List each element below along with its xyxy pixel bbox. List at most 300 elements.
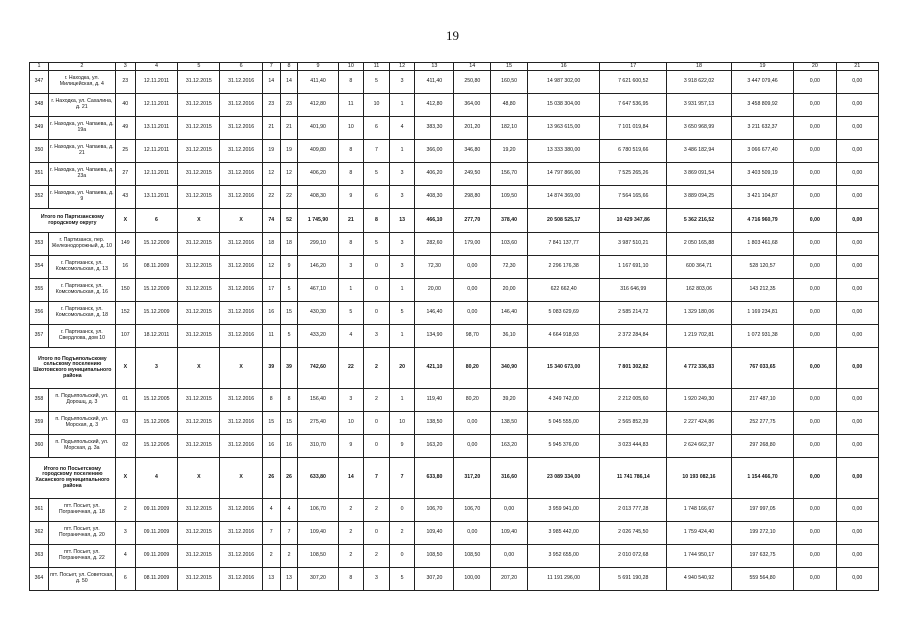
table-cell: 199 272,10 [731,522,793,545]
column-number: 16 [527,63,599,71]
table-cell: 146,40 [491,302,528,325]
table-cell: 119,40 [415,389,454,412]
table-cell: 31.12.2016 [220,389,262,412]
table-cell: 11 741 786,14 [600,458,667,499]
table-cell: 249,50 [454,163,491,186]
table-cell: 31.12.2016 [220,117,262,140]
table-cell: 0,00 [836,545,878,568]
table-cell: 3 [135,348,177,389]
table-cell: 31.12.2015 [178,522,220,545]
table-cell: 31.12.2015 [178,233,220,256]
table-cell: 13 963 615,00 [527,117,599,140]
table-cell: 13.11.2011 [135,117,177,140]
table-cell: 0,00 [836,279,878,302]
table-cell: 3 650 968,99 [667,117,732,140]
table-cell: 0,00 [794,94,836,117]
table-cell: 0,00 [836,458,878,499]
table-cell: 411,40 [298,71,338,94]
table-cell: 0,00 [836,140,878,163]
table-cell: 633,80 [298,458,338,499]
table-cell: 7 101 019,84 [600,117,667,140]
table-cell: 2 [338,522,364,545]
table-cell: 6 [364,186,390,209]
table-cell: 20 508 525,17 [527,209,599,233]
table-cell: 340,90 [491,348,528,389]
table-cell: 31.12.2016 [220,279,262,302]
table-cell: 12 [262,256,280,279]
table-cell: 12.11.2011 [135,71,177,94]
table-cell: 559 564,80 [731,568,793,591]
table-cell: X [178,209,220,233]
table-cell: 3 869 091,54 [667,163,732,186]
table-cell: 433,20 [298,325,338,348]
table-cell: 15.12.2005 [135,389,177,412]
column-number: 4 [135,63,177,71]
table-cell: 299,10 [298,233,338,256]
table-row [30,117,879,140]
table-cell: 31.12.2015 [178,140,220,163]
table-cell: 10 [338,117,364,140]
table-cell: 8 [364,209,390,233]
table-cell: 31.12.2016 [220,94,262,117]
table-cell: X [115,348,135,389]
table-cell: 15.12.2009 [135,279,177,302]
table-cell: 3 [389,71,415,94]
table-cell: 31.12.2016 [220,325,262,348]
table-cell: 26 [280,458,298,499]
table-cell: 347 [30,71,49,94]
table-cell: 0,00 [794,412,836,435]
header-row [30,63,879,71]
table-cell: 3 023 444,83 [600,435,667,458]
table-cell: 0,00 [794,499,836,522]
table-cell: 0,00 [836,302,878,325]
table-cell: 0,00 [794,233,836,256]
table-cell: 9 [338,435,364,458]
table-cell: 0,00 [794,568,836,591]
table-cell: 36,10 [491,325,528,348]
table-cell: 307,20 [415,568,454,591]
column-number: 5 [178,63,220,71]
table-row [30,256,879,279]
table-cell: 15.12.2005 [135,435,177,458]
table-cell: 13 [389,209,415,233]
table-cell: 10 [389,412,415,435]
subtotal-row [30,209,879,233]
table-cell: 528 120,57 [731,256,793,279]
table-cell: 14 [262,71,280,94]
table-cell: 0,00 [794,279,836,302]
table-cell: 5 945 376,00 [527,435,599,458]
table-cell: 2 372 284,84 [600,325,667,348]
table-cell: 1 [338,279,364,302]
table-cell: 31.12.2016 [220,186,262,209]
table-cell: 12 [280,163,298,186]
table-cell: 2 [338,545,364,568]
table-cell: 4 940 540,92 [667,568,732,591]
column-number: 8 [280,63,298,71]
table-cell: 10 [338,412,364,435]
address-cell: пгт. Посьет, ул. Пограничная, д. 18 [48,499,115,522]
table-cell: 3 985 442,00 [527,522,599,545]
column-number: 18 [667,63,732,71]
table-cell: 0 [364,256,390,279]
table-cell: 14 987 302,00 [527,71,599,94]
table-cell: 9 [338,186,364,209]
table-cell: 109,40 [415,522,454,545]
table-cell: 0,00 [794,209,836,233]
table-row [30,522,879,545]
table-cell: X [220,209,262,233]
table-cell: 31.12.2015 [178,412,220,435]
table-cell: X [178,348,220,389]
table-cell: 13 333 380,00 [527,140,599,163]
table-cell: 277,70 [454,209,491,233]
table-cell: 152 [115,302,135,325]
table-cell: 20 [389,348,415,389]
table-cell: 15.12.2009 [135,302,177,325]
table-cell: 401,90 [298,117,338,140]
table-cell: 6 [115,568,135,591]
table-cell: 1 154 466,70 [731,458,793,499]
table-cell: 1 745,90 [298,209,338,233]
table-cell: 12 [262,163,280,186]
table-cell: 297 268,80 [731,435,793,458]
table-row [30,279,879,302]
table-cell: 31.12.2016 [220,545,262,568]
table-cell: 19 [262,140,280,163]
table-cell: 31.12.2016 [220,71,262,94]
table-cell: 11 [262,325,280,348]
table-cell: 0,00 [454,412,491,435]
table-cell: 8 [338,71,364,94]
table-cell: 2 [338,499,364,522]
table-cell: 162 803,06 [667,279,732,302]
table-cell: 3 [364,325,390,348]
table-cell: 411,40 [415,71,454,94]
table-cell: 3 486 182,94 [667,140,732,163]
table-cell: 0,00 [836,71,878,94]
table-cell: 1 [389,325,415,348]
table-cell: 19,20 [491,140,528,163]
table-cell: 31.12.2016 [220,140,262,163]
table-cell: 5 083 629,69 [527,302,599,325]
table-cell: 48,80 [491,94,528,117]
table-cell: 406,20 [298,163,338,186]
table-cell: 31.12.2016 [220,522,262,545]
table-cell: 10 [364,94,390,117]
table-cell: 31.12.2015 [178,117,220,140]
table-cell: 40 [115,94,135,117]
table-cell: 6 780 519,66 [600,140,667,163]
table-cell: 349 [30,117,49,140]
table-cell: 163,20 [415,435,454,458]
table-cell: 0,00 [836,412,878,435]
table-cell: 4 349 742,00 [527,389,599,412]
table-cell: 7 841 137,77 [527,233,599,256]
table-cell: 0,00 [794,545,836,568]
table-cell: 0 [364,302,390,325]
housing-table [29,62,879,591]
column-number: 6 [220,63,262,71]
table-cell: 27 [115,163,135,186]
table-cell: 31.12.2016 [220,233,262,256]
table-cell: 146,40 [415,302,454,325]
table-cell: 31.12.2015 [178,302,220,325]
table-cell: 31.12.2016 [220,163,262,186]
column-number: 17 [600,63,667,71]
table-cell: 8 [262,389,280,412]
table-cell: 7 621 600,52 [600,71,667,94]
table-cell: 0,00 [794,522,836,545]
table-cell: 52 [280,209,298,233]
table-cell: 72,30 [415,256,454,279]
table-cell: 1 072 931,38 [731,325,793,348]
table-cell: 307,20 [298,568,338,591]
table-cell: 12.11.2011 [135,140,177,163]
table-cell: 412,80 [298,94,338,117]
table-cell: 150 [115,279,135,302]
table-cell: 3 952 655,00 [527,545,599,568]
table-row [30,499,879,522]
table-cell: 4 [135,458,177,499]
table-cell: 3 [364,568,390,591]
table-row [30,302,879,325]
table-cell: 1 [389,389,415,412]
table-cell: 346,80 [454,140,491,163]
table-cell: 17 [262,279,280,302]
table-cell: 3 447 079,46 [731,71,793,94]
table-cell: 364,00 [454,94,491,117]
table-cell: 3 889 094,25 [667,186,732,209]
table-row [30,435,879,458]
table-cell: 5 [364,233,390,256]
table-cell: 0,00 [491,499,528,522]
table-cell: 383,30 [415,117,454,140]
table-cell: 09.11.2009 [135,522,177,545]
table-cell: 1 329 180,06 [667,302,732,325]
table-cell: 0,00 [794,302,836,325]
table-cell: 49 [115,117,135,140]
table-cell: 21 [280,117,298,140]
table-cell: 406,20 [415,163,454,186]
table-cell: 354 [30,256,49,279]
table-cell: 3 [389,186,415,209]
table-cell: 80,20 [454,348,491,389]
table-cell: 39,20 [491,389,528,412]
table-cell: 4 [262,499,280,522]
table-cell: 1 [389,140,415,163]
table-cell: 207,20 [491,568,528,591]
table-cell: 201,20 [454,117,491,140]
table-cell: 156,40 [298,389,338,412]
table-cell: 23 [280,94,298,117]
table-cell: 316,60 [491,458,528,499]
table-cell: 16 [262,435,280,458]
table-cell: 0,00 [836,117,878,140]
table-row [30,389,879,412]
table-cell: 31.12.2015 [178,71,220,94]
table-cell: 348 [30,94,49,117]
table-cell: 7 564 165,66 [600,186,667,209]
column-number: 10 [338,63,364,71]
table-body [30,63,879,591]
address-cell: г. Партизанск, пер. Железнодорожный, д. 10 [48,233,115,256]
table-cell: 1 759 424,40 [667,522,732,545]
subtotal-label: Итого по Посьетскому городскому поселению Хасанского муниципального района [30,458,116,499]
table-cell: 14 [280,71,298,94]
table-cell: 31.12.2015 [178,568,220,591]
table-cell: 1 167 691,10 [600,256,667,279]
table-cell: 0,00 [491,545,528,568]
table-cell: 7 801 302,82 [600,348,667,389]
table-cell: 5 [280,325,298,348]
table-cell: 3 [389,233,415,256]
address-cell: пгт. Посьет, ул. Пограничная, д. 22 [48,545,115,568]
table-cell: 467,10 [298,279,338,302]
table-cell: 31.12.2015 [178,163,220,186]
address-cell: г. Находка, ул. Сахалина, д. 21 [48,94,115,117]
table-cell: 3 403 509,19 [731,163,793,186]
table-cell: 109,40 [491,522,528,545]
address-cell: г. Находка, ул. Милицейская, д. 4 [48,71,115,94]
table-cell: 1 803 461,68 [731,233,793,256]
table-cell: 8 [280,389,298,412]
table-cell: 3 [389,256,415,279]
table-cell: 16 [115,256,135,279]
table-cell: 19 [280,140,298,163]
table-cell: 252 277,75 [731,412,793,435]
table-cell: 4 716 960,79 [731,209,793,233]
table-cell: 3 931 957,13 [667,94,732,117]
table-cell: 4 [280,499,298,522]
table-cell: 430,30 [298,302,338,325]
table-cell: 09.11.2009 [135,545,177,568]
table-row [30,233,879,256]
table-cell: 3 421 104,87 [731,186,793,209]
table-cell: 0,00 [454,435,491,458]
table-cell: 0,00 [454,302,491,325]
table-cell: 09.11.2009 [135,499,177,522]
table-cell: 7 [262,522,280,545]
table-cell: 275,40 [298,412,338,435]
table-cell: 0,00 [794,71,836,94]
table-cell: 3 066 677,40 [731,140,793,163]
table-cell: 7 647 536,95 [600,94,667,117]
table-cell: 20,00 [415,279,454,302]
table-cell: 378,40 [491,209,528,233]
table-cell: 412,80 [415,94,454,117]
table-cell: 1 748 166,67 [667,499,732,522]
table-cell: 31.12.2016 [220,499,262,522]
table-cell: 31.12.2015 [178,256,220,279]
table-cell: 408,30 [298,186,338,209]
table-cell: 2 585 214,72 [600,302,667,325]
table-cell: 0,00 [836,163,878,186]
table-cell: 352 [30,186,49,209]
table-cell: 31.12.2016 [220,568,262,591]
table-cell: 16 [280,435,298,458]
address-cell: г. Партизанск, ул. Комсомольская, д. 18 [48,302,115,325]
table-cell: 0 [364,435,390,458]
table-cell: 03 [115,412,135,435]
table-cell: 0,00 [836,209,878,233]
subtotal-row [30,348,879,389]
table-cell: 0,00 [836,568,878,591]
table-cell: 3 458 809,92 [731,94,793,117]
table-cell: 2 010 072,68 [600,545,667,568]
table-cell: 633,80 [415,458,454,499]
table-cell: 5 [364,163,390,186]
table-cell: 22 [262,186,280,209]
table-cell: 0,00 [794,435,836,458]
table-cell: 31.12.2016 [220,435,262,458]
table-cell: 106,70 [415,499,454,522]
subtotal-label: Итого по Подъяпольскому сельскому поселению Шкотовского муниципального района [30,348,116,389]
table-cell: 39 [280,348,298,389]
table-row [30,71,879,94]
column-number: 12 [389,63,415,71]
table-cell: 0,00 [836,522,878,545]
table-cell: 8 [338,163,364,186]
table-cell: 0,00 [794,117,836,140]
table-cell: 31.12.2015 [178,279,220,302]
table-cell: 2 [364,499,390,522]
table-cell: 2 565 852,39 [600,412,667,435]
table-cell: 43 [115,186,135,209]
table-cell: 359 [30,412,49,435]
table-cell: 0 [364,412,390,435]
table-cell: 362 [30,522,49,545]
table-cell: 109,40 [298,522,338,545]
table-cell: 0,00 [794,389,836,412]
table-cell: 1 744 950,17 [667,545,732,568]
table-cell: 13 [262,568,280,591]
table-cell: 310,70 [298,435,338,458]
table-cell: X [178,458,220,499]
table-cell: 108,50 [415,545,454,568]
table-cell: 7 [364,458,390,499]
address-cell: п. Подъяпольский, ул. Морская, д. 3а [48,435,115,458]
table-cell: 0 [364,522,390,545]
table-cell: 103,60 [491,233,528,256]
table-cell: 15.12.2005 [135,412,177,435]
table-cell: 11 [338,94,364,117]
table-cell: 0,00 [454,256,491,279]
table-cell: 2 296 176,38 [527,256,599,279]
table-row [30,568,879,591]
table-cell: 109,50 [491,186,528,209]
table-cell: 72,30 [491,256,528,279]
table-cell: 361 [30,499,49,522]
table-cell: 0,00 [794,163,836,186]
table-cell: 5 045 555,00 [527,412,599,435]
table-cell: 1 [389,94,415,117]
table-cell: 0,00 [454,279,491,302]
table-cell: X [220,348,262,389]
table-cell: 0,00 [794,140,836,163]
column-number: 21 [836,63,878,71]
table-cell: 0 [364,279,390,302]
table-cell: 2 [364,348,390,389]
table-cell: 0,00 [836,233,878,256]
table-cell: 8 [338,140,364,163]
table-cell: 7 525 265,26 [600,163,667,186]
table-cell: 5 [389,302,415,325]
table-cell: 197 632,75 [731,545,793,568]
table-cell: 0 [389,545,415,568]
table-cell: 106,70 [298,499,338,522]
